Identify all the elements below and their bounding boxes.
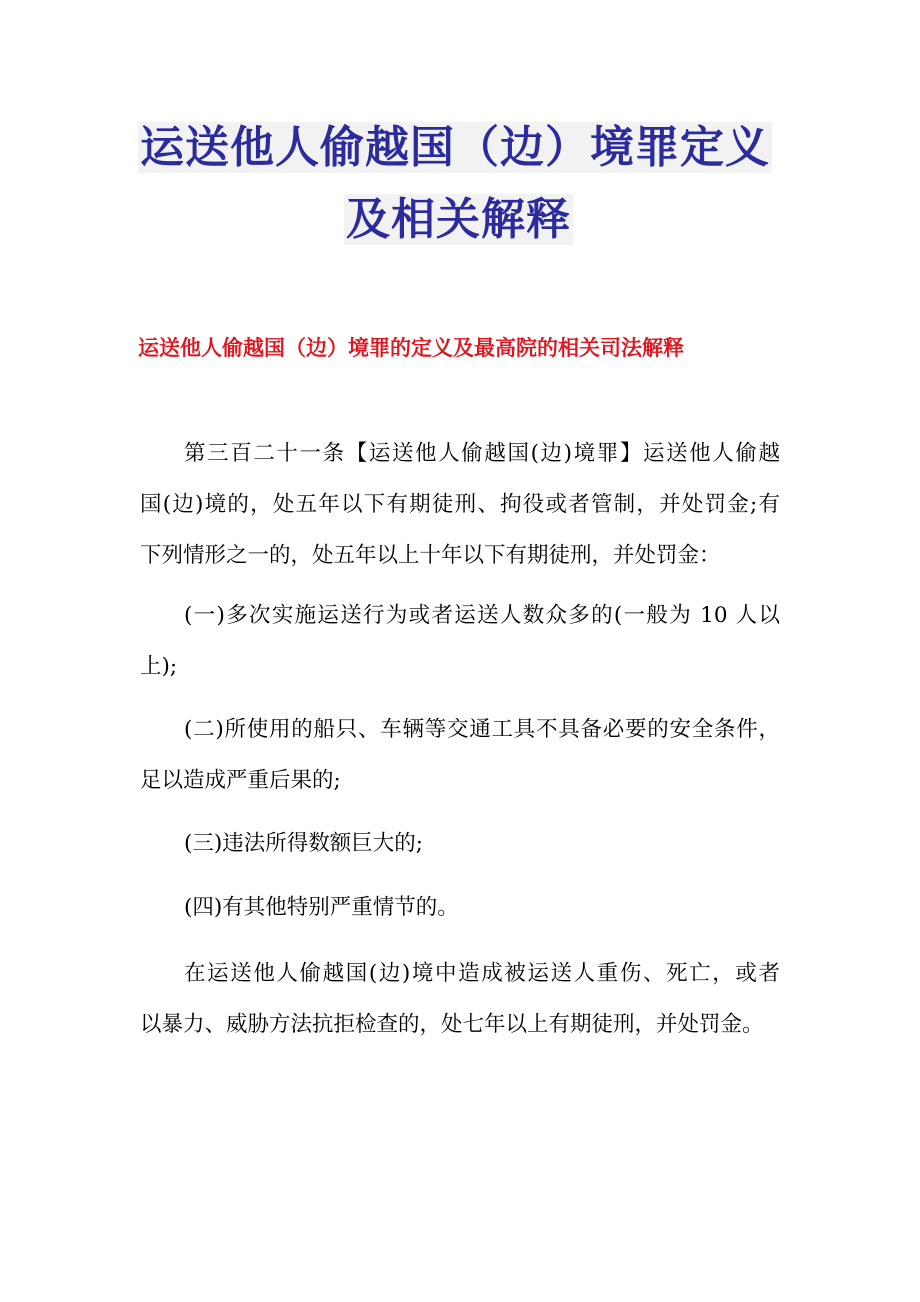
title-text-2: 及相关解释 [346,194,571,245]
paragraph-line: 以暴力、威胁方法抗拒检查的，处七年以上有期徒刑，并处罚金。 [140,1012,764,1037]
paragraph-line: 第三百二十一条【运送他人偷越国(边)境罪】运送他人偷越 [184,441,780,466]
paragraph-line: (三)违法所得数额巨大的; [184,831,424,856]
title-text-1: 运送他人偷越国（边）境罪定义 [140,122,770,173]
paragraph-line: 足以造成严重后果的; [140,768,341,793]
paragraph-aggravated [140,956,780,1043]
paragraph-line: 国(边)境的，处五年以下有期徒刑、拘役或者管制，并处罚金;有 [140,492,780,517]
paragraph-line: (二)所使用的船只、车辆等交通工具不具备必要的安全条件， [184,717,780,742]
paragraph-article-321 [140,436,780,574]
paragraph-line: 下列情形之一的，处五年以上十年以下有期徒刑，并处罚金： [140,543,721,568]
paragraph-line: 在运送他人偷越国(边)境中造成被运送人重伤、死亡，或者 [184,961,780,986]
paragraph-item-4 [140,890,780,926]
paragraph-line: (一)多次实施运送行为或者运送人数众多的(一般为 10 人以 [184,603,780,628]
document-subtitle: 运送他人偷越国（边）境罪的定义及最高院的相关司法解释 [138,336,684,360]
paragraph-line: 上); [140,654,178,679]
paragraph-item-1 [140,598,780,685]
document-title-line-1 [138,118,772,178]
paragraph-item-3 [140,826,780,862]
document-title-line-2 [344,190,573,250]
paragraph-item-2 [140,712,780,799]
paragraph-line: (四)有其他特别严重情节的。 [184,895,459,920]
